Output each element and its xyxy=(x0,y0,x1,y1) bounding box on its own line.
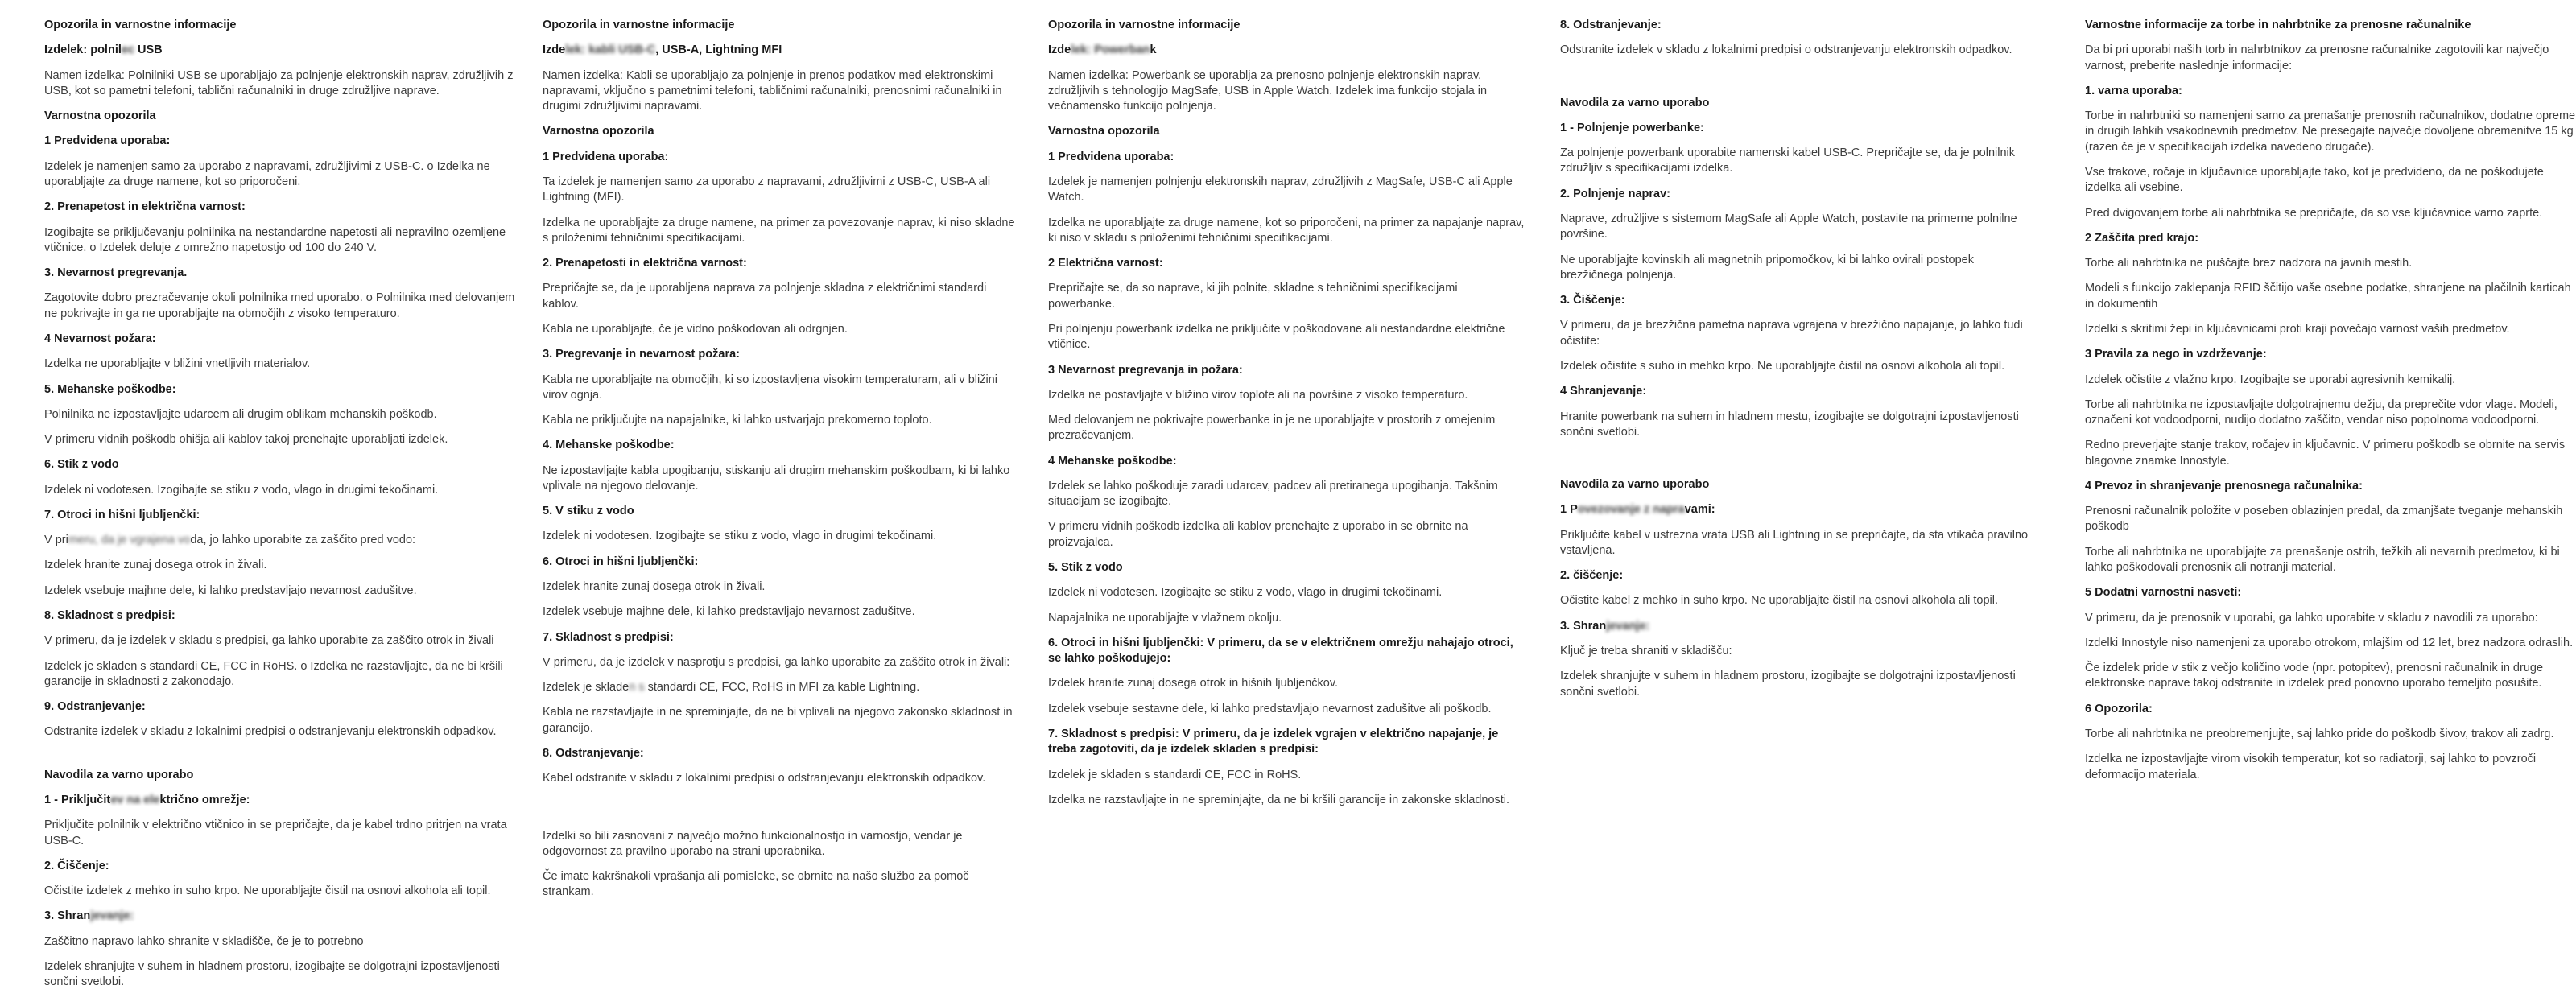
section-heading: Opozorila in varnostne informacije xyxy=(1048,19,1241,31)
body-paragraph: Kabla ne uporabljajte, če je vidno poškodovan ali odrgnjen. xyxy=(543,322,848,336)
section-heading: 1 Predvidena uporaba: xyxy=(44,134,171,148)
body-paragraph: Napajalnika ne uporabljajte v vlažnem okolju. xyxy=(1048,611,1282,625)
body-paragraph: V primeru, da je brezžična pametna naprava vgrajena v brezžično napajanje, jo lahko tudi očistite: xyxy=(1560,319,2023,348)
section-heading: 1 Predvidena uporaba: xyxy=(543,150,669,163)
section-heading xyxy=(44,909,523,924)
body-paragraph: Izdelki Innostyle niso namenjeni za uporabo otrokom, mlajšim od 12 let, brez nadzora odraslih. xyxy=(2085,636,2574,649)
section-heading: 8. Odstranjevanje: xyxy=(543,747,644,760)
body-paragraph: V primeru vidnih poškodb ohišja ali kablov takoj prenehajte uporabljati izdelek. xyxy=(44,433,448,447)
body-paragraph: Očistite izdelek z mehko in suho krpo. Ne uporabljajte čistil na osnovi alkohola ali topil. xyxy=(44,884,491,898)
body-paragraph: Če izdelek pride v stik z večjo količino vode (npr. potopitev), prenosni računalnik in druge elektronske naprave takoj odstranite in izdelek pred ponovno uporabo temeljito posušite. xyxy=(2085,662,2544,691)
body-paragraph: Pred dvigovanjem torbe ali nahrbtnika se prepričajte, da so vse ključavnice varno zaprte. xyxy=(2085,206,2543,220)
text-segment: 3. Shran xyxy=(44,909,91,923)
body-paragraph: Izdelka ne izpostavljajte virom visokih temperatur, kot so radiatorji, saj lahko to povzroči deformacijo materiala. xyxy=(2085,752,2537,781)
section-heading: 3. Pregrevanje in nevarnost požara: xyxy=(543,348,740,361)
body-paragraph: Izdelek je skladen s standardi CE, FCC in RoHS. xyxy=(1048,768,1302,781)
section-heading xyxy=(1560,502,2039,517)
body-paragraph: V primeru, da je izdelek v nasprotju s predpisi, ga lahko uporabite za zaščito otrok in živali: xyxy=(543,655,1010,669)
text-segment: , USB-A, Lightning MFI xyxy=(655,43,782,57)
body-paragraph xyxy=(543,680,1022,695)
section-heading: Navodila za varno uporabo xyxy=(44,768,194,781)
body-paragraph: Izdelek shranjujte v suhem in hladnem prostoru, izogibajte se dolgotrajni izpostavljenosti sončni svetlobi. xyxy=(1560,670,2016,699)
section-heading: 4 Nevarnost požara: xyxy=(44,332,156,345)
column-usb-charger-warnings xyxy=(44,0,523,1000)
section-heading: 4 Prevoz in shranjevanje prenosnega računalnika: xyxy=(2085,479,2363,493)
spacer xyxy=(44,750,523,768)
body-paragraph: Izdelka ne uporabljajte za druge namene, na primer za povezovanje naprav, ki niso skladne s priloženimi tehničnimi specifikacijami. xyxy=(543,216,1015,245)
blurred-text: ovezovanje z napra xyxy=(1577,503,1685,517)
section-heading: 7. Skladnost s predpisi: V primeru, da je izdelek vgrajen v električno napajanje, je treba zagotoviti, da je izdelek skladen s predpisi: xyxy=(1048,728,1499,757)
section-heading xyxy=(543,43,1022,58)
blurred-text: jevanje: xyxy=(90,909,134,923)
body-paragraph: Zaščitno napravo lahko shranite v skladišče, če je to potrebno xyxy=(44,934,364,948)
blurred-text: jevanje: xyxy=(1606,619,1650,633)
body-paragraph: Priključite polnilnik v električno vtičnico in se prepričajte, da je kabel trdno pritrjen na vrata USB-C. xyxy=(44,818,507,847)
body-paragraph: Naprave, združljive s sistemom MagSafe ali Apple Watch, postavite na primerne polnilne površine. xyxy=(1560,212,2017,241)
body-paragraph: Izdelek je skladen s standardi CE, FCC in RoHS. o Izdelka ne razstavljajte, da ne bi kršili garancije in skladnosti z zakonodajo. xyxy=(44,659,503,688)
section-heading: 4. Mehanske poškodbe: xyxy=(543,439,675,452)
column-laptop-bag-safety xyxy=(2085,0,2576,793)
blurred-text: lek: kabli USB-C xyxy=(565,43,656,57)
body-paragraph: Ta izdelek je namenjen samo za uporabo z napravami, združljivimi z USB-C, USB-A ali Lightning (MFI). xyxy=(543,175,991,204)
body-paragraph: Ključ je treba shraniti v skladišču: xyxy=(1560,645,1732,658)
blurred-text: meru, da je vgrajena vo xyxy=(68,534,191,547)
section-heading: 2. čiščenje: xyxy=(1560,569,1624,583)
body-paragraph: Za polnjenje powerbank uporabite namenski kabel USB-C. Prepričajte se, da je polnilnik združljiv s specifikacijami izdelka. xyxy=(1560,146,2016,175)
body-paragraph: Izdelek očistite s suho in mehko krpo. Ne uporabljajte čistil na osnovi alkohola ali topil. xyxy=(1560,359,2005,373)
text-segment: Izdelek: polnil xyxy=(44,43,122,57)
section-heading: 5 Dodatni varnostni nasveti: xyxy=(2085,586,2242,600)
text-segment: k xyxy=(1150,43,1157,57)
text-segment: vami: xyxy=(1684,503,1715,517)
blurred-text: lek: Powerban xyxy=(1071,43,1150,57)
section-heading xyxy=(44,793,523,808)
body-paragraph: Modeli s funkcijo zaklepanja RFID ščitijo vaše osebne podatke, shranjene na plačilnih karticah in dokumentih xyxy=(2085,282,2571,311)
section-heading: 2. Čiščenje: xyxy=(44,859,109,872)
body-paragraph: Polnilnika ne izpostavljajte udarcem ali drugim oblikam mehanskih poškodb. xyxy=(44,407,437,421)
section-heading: 3. Čiščenje: xyxy=(1560,294,1625,307)
body-paragraph: Namen izdelka: Polnilniki USB se uporabljajo za polnjenje elektronskih naprav, združljivih z USB, kot so pametni telefoni, tablični računalniki in druge združljive naprave. xyxy=(44,68,514,97)
body-paragraph: Odstranite izdelek v skladu z lokalnimi predpisi o odstranjevanju elektronskih odpadkov. xyxy=(44,725,497,739)
section-heading: 4 Shranjevanje: xyxy=(1560,385,1647,398)
body-paragraph: Izogibajte se priključevanju polnilnika na nestandardne napetosti ali nepravilno ozemljene vtičnice. o Izdelek deluje z omrežno napetostjo od 100 do 240 V. xyxy=(44,225,506,254)
body-paragraph: Prepričajte se, da je uporabljena naprava za polnjenje skladna z električnimi standardi kablov. xyxy=(543,282,987,311)
body-paragraph: Kabla ne razstavljajte in ne spreminjajte, da ne bi vplivali na njegovo zakonsko skladnost in garancijo. xyxy=(543,706,1013,735)
section-heading: 4 Mehanske poškodbe: xyxy=(1048,454,1177,468)
body-paragraph: Torbe in nahrbtniki so namenjeni samo za prenašanje prenosnih računalnikov, dodatne opreme in drugih lahkih vsakodnevnih predmetov. Ne presegajte največje dovoljene obremenitve 15 kg (razen če je v specifikacijah izdelka navedeno drugače). xyxy=(2085,109,2576,154)
section-heading: 1 Predvidena uporaba: xyxy=(1048,150,1174,163)
body-paragraph: Redno preverjajte stanje trakov, ročajev in ključavnic. V primeru poškodb se obrnite na servis blagovne znamke Innostyle. xyxy=(2085,439,2566,468)
body-paragraph: Ne izpostavljajte kabla upogibanju, stiskanju ali drugim mehanskim poškodbam, ki bi lahko vplivale na njegovo delovanje. xyxy=(543,464,1010,493)
spacer xyxy=(1560,450,2039,477)
body-paragraph: Izdelek ni vodotesen. Izogibajte se stiku z vodo, vlago in drugimi tekočinami. xyxy=(44,483,439,497)
body-paragraph: Kabla ne uporabljajte na območjih, ki so izpostavljena visokim temperaturam, ali v bližini virov ognja. xyxy=(543,373,997,402)
section-heading: 6. Stik z vodo xyxy=(44,458,119,472)
text-segment: standardi CE, FCC, RoHS in MFI za kable Lightning. xyxy=(644,681,920,695)
text-segment: V pri xyxy=(44,534,68,547)
body-paragraph: Izdelki s skritimi žepi in ključavnicami proti kraji povečajo varnost vaših predmetov. xyxy=(2085,322,2510,336)
body-paragraph: Izdelek vsebuje sestavne dele, ki lahko predstavljajo nevarnost zadušitve ali poškodb. xyxy=(1048,702,1492,715)
section-heading: 1 - Polnjenje powerbanke: xyxy=(1560,121,1704,134)
body-paragraph: Torbe ali nahrbtnika ne puščajte brez nadzora na javnih mestih. xyxy=(2085,257,2413,270)
section-heading: Varnostna opozorila xyxy=(1048,125,1160,138)
body-paragraph: Torbe ali nahrbtnika ne izpostavljajte dolgotrajnemu dežju, da preprečite vdor vlage. Modeli, označeni kot vodoodporni, nudijo dodatno zaščito, vendar niso popolnoma vodoodporni. xyxy=(2085,398,2557,427)
body-paragraph: Izdelka ne postavljajte v bližino virov toplote ali na površine z visoko temperaturo. xyxy=(1048,388,1468,402)
section-heading: Opozorila in varnostne informacije xyxy=(44,19,237,31)
section-heading xyxy=(44,43,523,58)
section-heading: Varnostna opozorila xyxy=(543,125,654,138)
body-paragraph: Izdelek hranite zunaj dosega otrok in živali. xyxy=(44,559,267,572)
body-paragraph: Izdelek je namenjen polnjenju elektronskih naprav, združljivih z MagSafe, USB-C ali Apple Watch. xyxy=(1048,175,1513,204)
body-paragraph: Izdelek ni vodotesen. Izogibajte se stiku z vodo, vlago in drugimi tekočinami. xyxy=(1048,586,1443,600)
body-paragraph: Torbe ali nahrbtnika ne uporabljajte za prenašanje ostrih, težkih ali nevarnih predmetov, ki bi lahko poškodovali prenosnik ali notranji material. xyxy=(2085,545,2560,575)
text-segment: da, jo lahko uporabite za zaščito pred vodo: xyxy=(190,534,416,547)
blurred-text: ec xyxy=(121,43,135,57)
section-heading: 2. Prenapetosti in električna varnost: xyxy=(543,257,747,270)
column-powerbank-and-cable-usage xyxy=(1560,0,2039,710)
column-powerbank-warnings xyxy=(1048,0,1527,818)
spacer xyxy=(543,797,1022,829)
body-paragraph: Priključite kabel v ustrezna vrata USB ali Lightning in se prepričajte, da sta vtikača pravilno vstavljena. xyxy=(1560,528,2029,557)
body-paragraph: Prenosni računalnik položite v poseben oblazinjen predal, da zmanjšate tveganje mehanskih poškodb xyxy=(2085,505,2563,534)
body-paragraph: Izdelek ni vodotesen. Izogibajte se stiku z vodo, vlago in drugimi tekočinami. xyxy=(543,530,937,543)
blurred-text: ev na ele xyxy=(110,794,160,806)
section-heading: Navodila za varno uporabo xyxy=(1560,96,1710,109)
section-heading: 3 Nevarnost pregrevanja in požara: xyxy=(1048,363,1243,377)
body-paragraph: Izdelek vsebuje majhne dele, ki lahko predstavljajo nevarnost zadušitve. xyxy=(543,605,915,619)
section-heading: 2 Zaščita pred krajo: xyxy=(2085,231,2199,245)
text-segment: Izdelek je sklade xyxy=(543,681,630,695)
section-heading: 6. Otroci in hišni ljubljenčki: V primeru, da se v električnem omrežju nahajajo otroci, se lahko poškodujejo: xyxy=(1048,636,1513,666)
body-paragraph: V primeru vidnih poškodb izdelka ali kablov prenehajte z uporabo in se obrnite na proizvajalca. xyxy=(1048,520,1468,549)
body-paragraph: Namen izdelka: Powerbank se uporablja za prenosno polnjenje elektronskih naprav, združljivih s tehnologijo MagSafe, USB in Apple Watch. Izdelek ima funkcijo stojala in večnamensko funkcijo polnjenja. xyxy=(1048,68,1488,113)
body-paragraph: Ne uporabljajte kovinskih ali magnetnih pripomočkov, ki bi lahko ovirali postopek brezžičnega polnjenja. xyxy=(1560,253,1974,282)
body-paragraph: Kabla ne priključujte na napajalnike, ki lahko ustvarjajo prekomerno toploto. xyxy=(543,414,932,427)
section-heading: 7. Otroci in hišni ljubljenčki: xyxy=(44,508,200,522)
body-paragraph: Zagotovite dobro prezračevanje okoli polnilnika med uporabo. o Polnilnika med delovanjem ne pokrivajte in ga ne uporabljajte na območjih z visoko temperaturo. xyxy=(44,291,515,320)
text-segment: Izde xyxy=(543,43,566,57)
blurred-text: n s xyxy=(629,681,645,695)
body-paragraph: Torbe ali nahrbtnika ne preobremenjujte, saj lahko pride do poškodb šivov, trakov ali zadrg. xyxy=(2085,728,2554,740)
body-paragraph: Hranite powerbank na suhem in hladnem mestu, izogibajte se dolgotrajni izpostavljenosti sončni svetlobi. xyxy=(1560,410,2019,439)
text-segment: 1 - Priključit xyxy=(44,794,111,806)
section-heading: Varnostne informacije za torbe in nahrbtnike za prenosne računalnike xyxy=(2085,19,2471,31)
text-segment: ktrično omrežje: xyxy=(159,794,250,806)
section-heading: 2 Električna varnost: xyxy=(1048,257,1163,270)
body-paragraph xyxy=(44,533,523,548)
body-paragraph: Prepričajte se, da so naprave, ki jih polnite, skladne s tehničnimi specifikacijami powerbanke. xyxy=(1048,282,1458,311)
section-heading: 6 Opozorila: xyxy=(2085,702,2153,715)
body-paragraph: Vse trakove, ročaje in ključavnice uporabljajte tako, kot je predvideno, da ne poškodujete izdelka ali vsebine. xyxy=(2085,165,2544,195)
section-heading xyxy=(1048,43,1527,58)
body-paragraph: Kabel odstranite v skladu z lokalnimi predpisi o odstranjevanju elektronskih odpadkov. xyxy=(543,772,986,785)
section-heading: 1. varna uporaba: xyxy=(2085,84,2182,97)
body-paragraph: Izdelek je namenjen samo za uporabo z napravami, združljivimi z USB-C. o Izdelka ne uporabljajte za druge namene, kot so priporočeni. xyxy=(44,159,490,188)
text-segment: 1 P xyxy=(1560,503,1578,517)
section-heading: Opozorila in varnostne informacije xyxy=(543,19,735,31)
body-paragraph: Izdelek hranite zunaj dosega otrok in živali. xyxy=(543,580,766,594)
section-heading: 5. Mehanske poškodbe: xyxy=(44,382,176,396)
body-paragraph: Da bi pri uporabi naših torb in nahrbtnikov za prenosne računalnike zagotovili kar največjo varnost, preberite naslednje informacije: xyxy=(2085,43,2549,72)
body-paragraph: Pri polnjenju powerbank izdelka ne priključite v poškodovane ali nestandardne električne vtičnice. xyxy=(1048,322,1505,352)
body-paragraph: Izdelka ne uporabljajte za druge namene, kot so priporočeni, na primer za napajanje naprav, ki niso v skladu s priloženimi tehničnimi specifikacijami. xyxy=(1048,216,1525,245)
body-paragraph: Izdelki so bili zasnovani z največjo možno funkcionalnostjo in varnostjo, vendar je odgovornost za pravilno uporabo na strani uporabnika. xyxy=(543,829,963,858)
text-segment: USB xyxy=(134,43,163,57)
section-heading xyxy=(1560,619,2039,634)
section-heading: 3 Pravila za nego in vzdrževanje: xyxy=(2085,348,2267,361)
body-paragraph: Izdelek hranite zunaj dosega otrok in hišnih ljubljenčkov. xyxy=(1048,677,1339,691)
section-heading: 8. Skladnost s predpisi: xyxy=(44,609,175,623)
section-heading: 3. Nevarnost pregrevanja. xyxy=(44,266,188,280)
body-paragraph: Izdelka ne uporabljajte v bližini vnetljivih materialov. xyxy=(44,357,311,371)
text-segment: Izde xyxy=(1048,43,1071,57)
section-heading: 7. Skladnost s predpisi: xyxy=(543,630,674,644)
column-cable-warnings xyxy=(543,0,1022,910)
body-paragraph: V primeru, da je izdelek v skladu s predpisi, ga lahko uporabite za zaščito otrok in živali xyxy=(44,634,494,648)
body-paragraph: Izdelka ne razstavljajte in ne spreminjajte, da ne bi kršili garancije in zakonske skladnosti. xyxy=(1048,793,1510,806)
section-heading: 5. V stiku z vodo xyxy=(543,505,634,518)
section-heading: 9. Odstranjevanje: xyxy=(44,700,146,714)
section-heading: 2. Prenapetost in električna varnost: xyxy=(44,200,246,214)
body-paragraph: Očistite kabel z mehko in suho krpo. Ne uporabljajte čistil na osnovi alkohola ali topil. xyxy=(1560,594,1999,608)
section-heading: 6. Otroci in hišni ljubljenčki: xyxy=(543,555,699,568)
body-paragraph: Odstranite izdelek v skladu z lokalnimi predpisi o odstranjevanju elektronskih odpadkov. xyxy=(1560,43,2013,57)
body-paragraph: Izdelek vsebuje majhne dele, ki lahko predstavljajo nevarnost zadušitve. xyxy=(44,583,417,597)
body-paragraph: Izdelek se lahko poškoduje zaradi udarcev, padcev ali pretiranega upogibanja. Takšnim situacijam se izogibajte. xyxy=(1048,479,1498,509)
section-heading: 2. Polnjenje naprav: xyxy=(1560,187,1670,200)
section-heading: Navodila za varno uporabo xyxy=(1560,478,1710,492)
body-paragraph: V primeru, da je prenosnik v uporabi, ga lahko uporabite v skladu z navodili za uporabo: xyxy=(2085,611,2538,625)
body-paragraph: Med delovanjem ne pokrivajte powerbanke in je ne uporabljajte v prostorih z omejenim prezračevanjem. xyxy=(1048,414,1496,443)
body-paragraph: Izdelek shranjujte v suhem in hladnem prostoru, izogibajte se dolgotrajni izpostavljenosti sončni svetlobi. xyxy=(44,959,500,989)
text-segment: 3. Shran xyxy=(1560,619,1607,633)
spacer xyxy=(1560,68,2039,96)
body-paragraph: Namen izdelka: Kabli se uporabljajo za polnjenje in prenos podatkov med elektronskimi napravami, vključno s pametnimi telefoni, tabličnimi računalniki, prenosnimi računalniki in drugimi združljivimi napravami. xyxy=(543,68,1002,113)
body-paragraph: Izdelek očistite z vlažno krpo. Izogibajte se uporabi agresivnih kemikalij. xyxy=(2085,373,2456,386)
section-heading: 8. Odstranjevanje: xyxy=(1560,19,1662,31)
section-heading: 5. Stik z vodo xyxy=(1048,561,1123,575)
section-heading: Varnostna opozorila xyxy=(44,109,156,123)
body-paragraph: Če imate kakršnakoli vprašanja ali pomisleke, se obrnite na našo službo za pomoč strankam. xyxy=(543,870,969,899)
